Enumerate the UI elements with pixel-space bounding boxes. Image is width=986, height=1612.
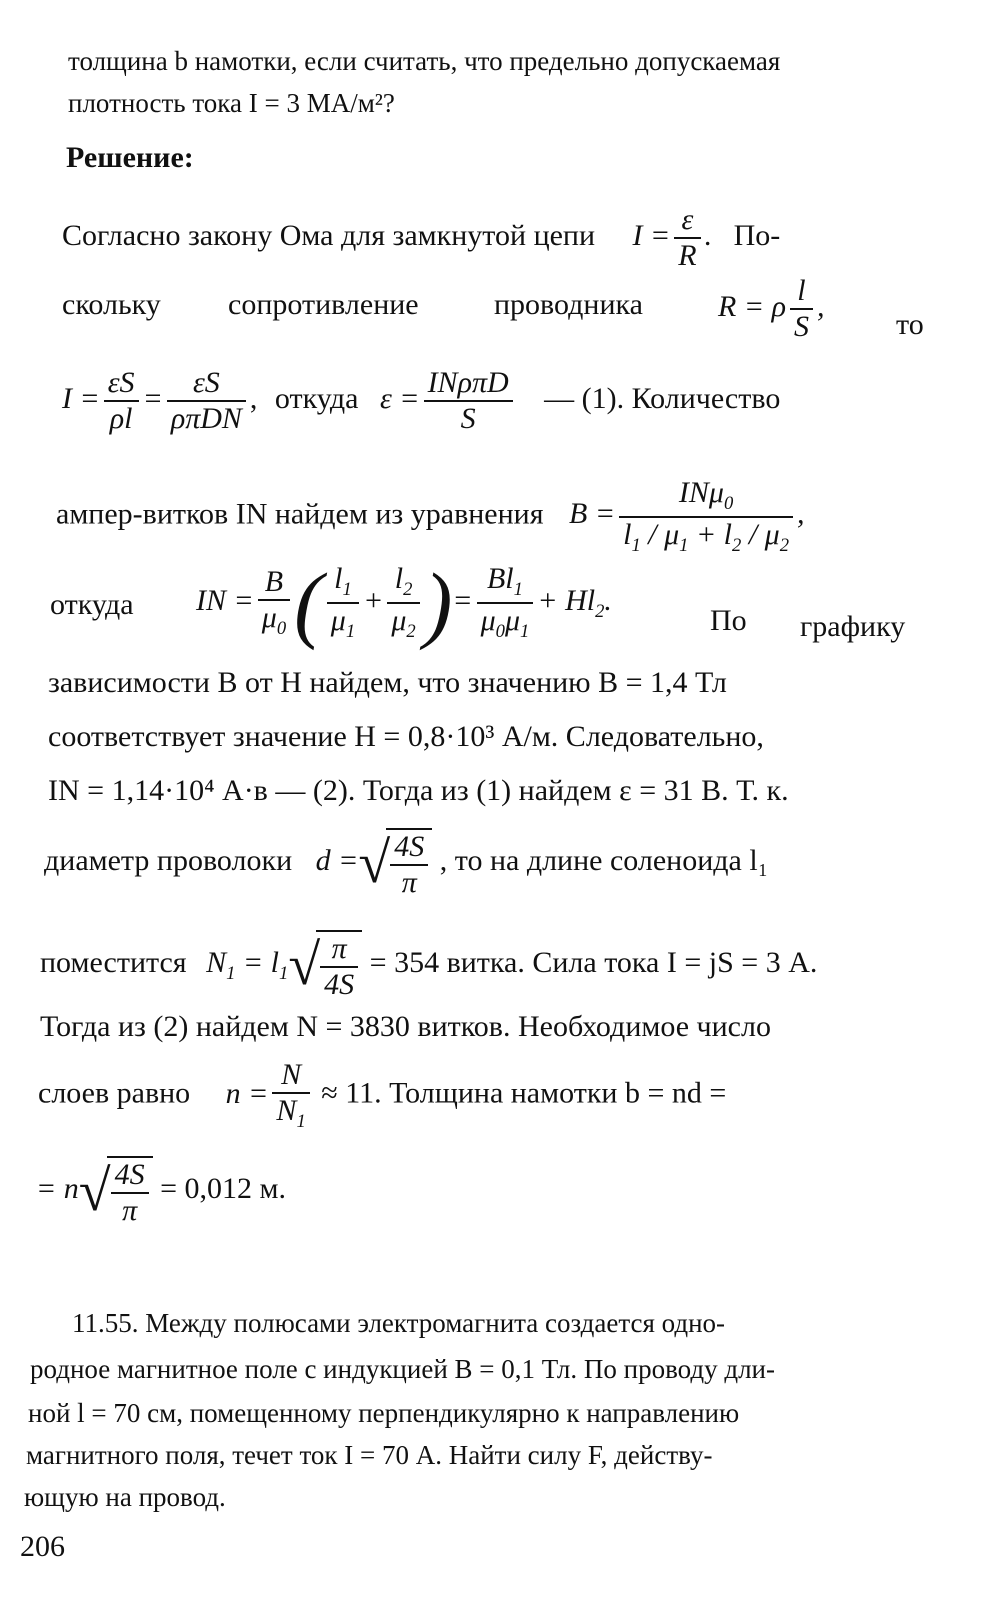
body-text: графику	[800, 610, 906, 643]
body-text: сопротивление	[228, 288, 419, 321]
body-text: скольку	[62, 288, 161, 321]
body-line-8: IN = 1,14·10⁴ А·в — (2). Тогда из (1) найдем ε = 31 В. Т. к.	[48, 774, 789, 807]
body-text: проводника	[494, 288, 643, 321]
body-line-2	[62, 274, 932, 343]
body-line-6: зависимости B от H найдем, что значению B = 1,4 Тл	[48, 666, 727, 699]
body-text: = 354 витка. Сила тока I = jS = 3 А.	[369, 945, 818, 979]
problem-line-1: 11.55. Между полюсами электромагнита создается одно-	[72, 1308, 726, 1338]
body-line-12	[38, 1060, 726, 1132]
formula-ohm: I = $\frac{\varepsilon}{R}$ .	[632, 203, 713, 272]
body-text: — (1). Количество	[544, 381, 781, 415]
problem-continuation-line-1: толщина b намотки, если считать, что предельно допускаемая	[68, 46, 781, 76]
body-line-1	[62, 205, 780, 271]
formula-resistance: R = ρ $\frac{l}{S}$ ,	[718, 274, 825, 343]
solution-heading: Решение:	[66, 141, 194, 174]
body-text: = 0,012 м.	[160, 1171, 286, 1205]
formula-emf: ε = $\frac{\text{INρπD}}{S}$	[380, 382, 517, 415]
formula-diameter: d =√ $\frac{4S}{\pi}$	[316, 844, 433, 877]
problem-line-3: ной l = 70 см, помещенному перпендикулярно к направлению	[28, 1398, 740, 1428]
body-line-10	[40, 930, 817, 1000]
problem-line-2: родное магнитное поле с индукцией B = 0,1 Тл. По проводу дли-	[30, 1354, 775, 1384]
body-text: откуда	[50, 588, 134, 621]
formula-turns-per-layer: $N_1 = l_1√$ $\frac{\pi}{4S}$	[206, 946, 362, 979]
body-line-13	[36, 1156, 286, 1226]
formula-ampere-turns: IN = $\frac{B}{\mu_0}$ ( $\frac{l_1}{\mu_1}$ + $\frac{l_2}{\mu_2}$ )= $\frac{Bl_1}{\mu_0\mu_1}$ + $Hl_2$.	[196, 555, 612, 651]
body-text: ампер-витков IN найдем из уравнения	[56, 497, 544, 531]
problem-line-5: ющую на провод.	[24, 1482, 226, 1512]
body-text: По	[710, 604, 747, 637]
problem-continuation-line-2: плотность тока I = 3 МА/м²?	[68, 88, 395, 118]
body-text: Согласно закону Ома для замкнутой цепи	[62, 218, 596, 252]
body-line-4	[56, 478, 805, 555]
formula-layers: n = $\frac{N}{N_1}$	[226, 1077, 314, 1110]
page-number: 206	[20, 1530, 65, 1563]
formula-thickness: = n√ $\frac{4S}{\pi}$	[36, 1172, 153, 1205]
body-line-7: соответствует значение H = 0,8·10³ А/м. Следовательно,	[48, 720, 764, 753]
body-text: диаметр проволоки	[44, 843, 293, 877]
body-text: По-	[733, 218, 781, 252]
body-text: откуда	[274, 381, 359, 415]
body-text: слоев равно	[38, 1076, 191, 1110]
problem-line-4: магнитного поля, течет ток I = 70 А. Найти силу F, действу-	[26, 1440, 713, 1470]
formula-induction: B = $\frac{IN\mu_0}{l_1 / \mu_1 + l_2 / \mu_2}$ ,	[569, 476, 805, 556]
body-line-9	[44, 828, 768, 898]
body-text: , то на длине соленоида l₁	[439, 843, 769, 877]
body-text: поместится	[40, 945, 187, 979]
body-line-11: Тогда из (2) найдем N = 3830 витков. Необходимое число	[40, 1010, 771, 1043]
body-text: ≈ 11. Толщина намотки b = nd =	[321, 1076, 727, 1110]
body-line-3: I = $\frac{\varepsilon S}{\rho l}$ = $\frac{\varepsilon S}{\text{ρπDN}}$ , откуда ε = $\frac{\text{INρπD}}{S}$ — (1). Количество	[62, 366, 781, 435]
formula-current: I = $\frac{\varepsilon S}{\rho l}$ = $\frac{\varepsilon S}{\text{ρπDN}}$	[62, 382, 250, 415]
body-text: то	[896, 308, 924, 341]
